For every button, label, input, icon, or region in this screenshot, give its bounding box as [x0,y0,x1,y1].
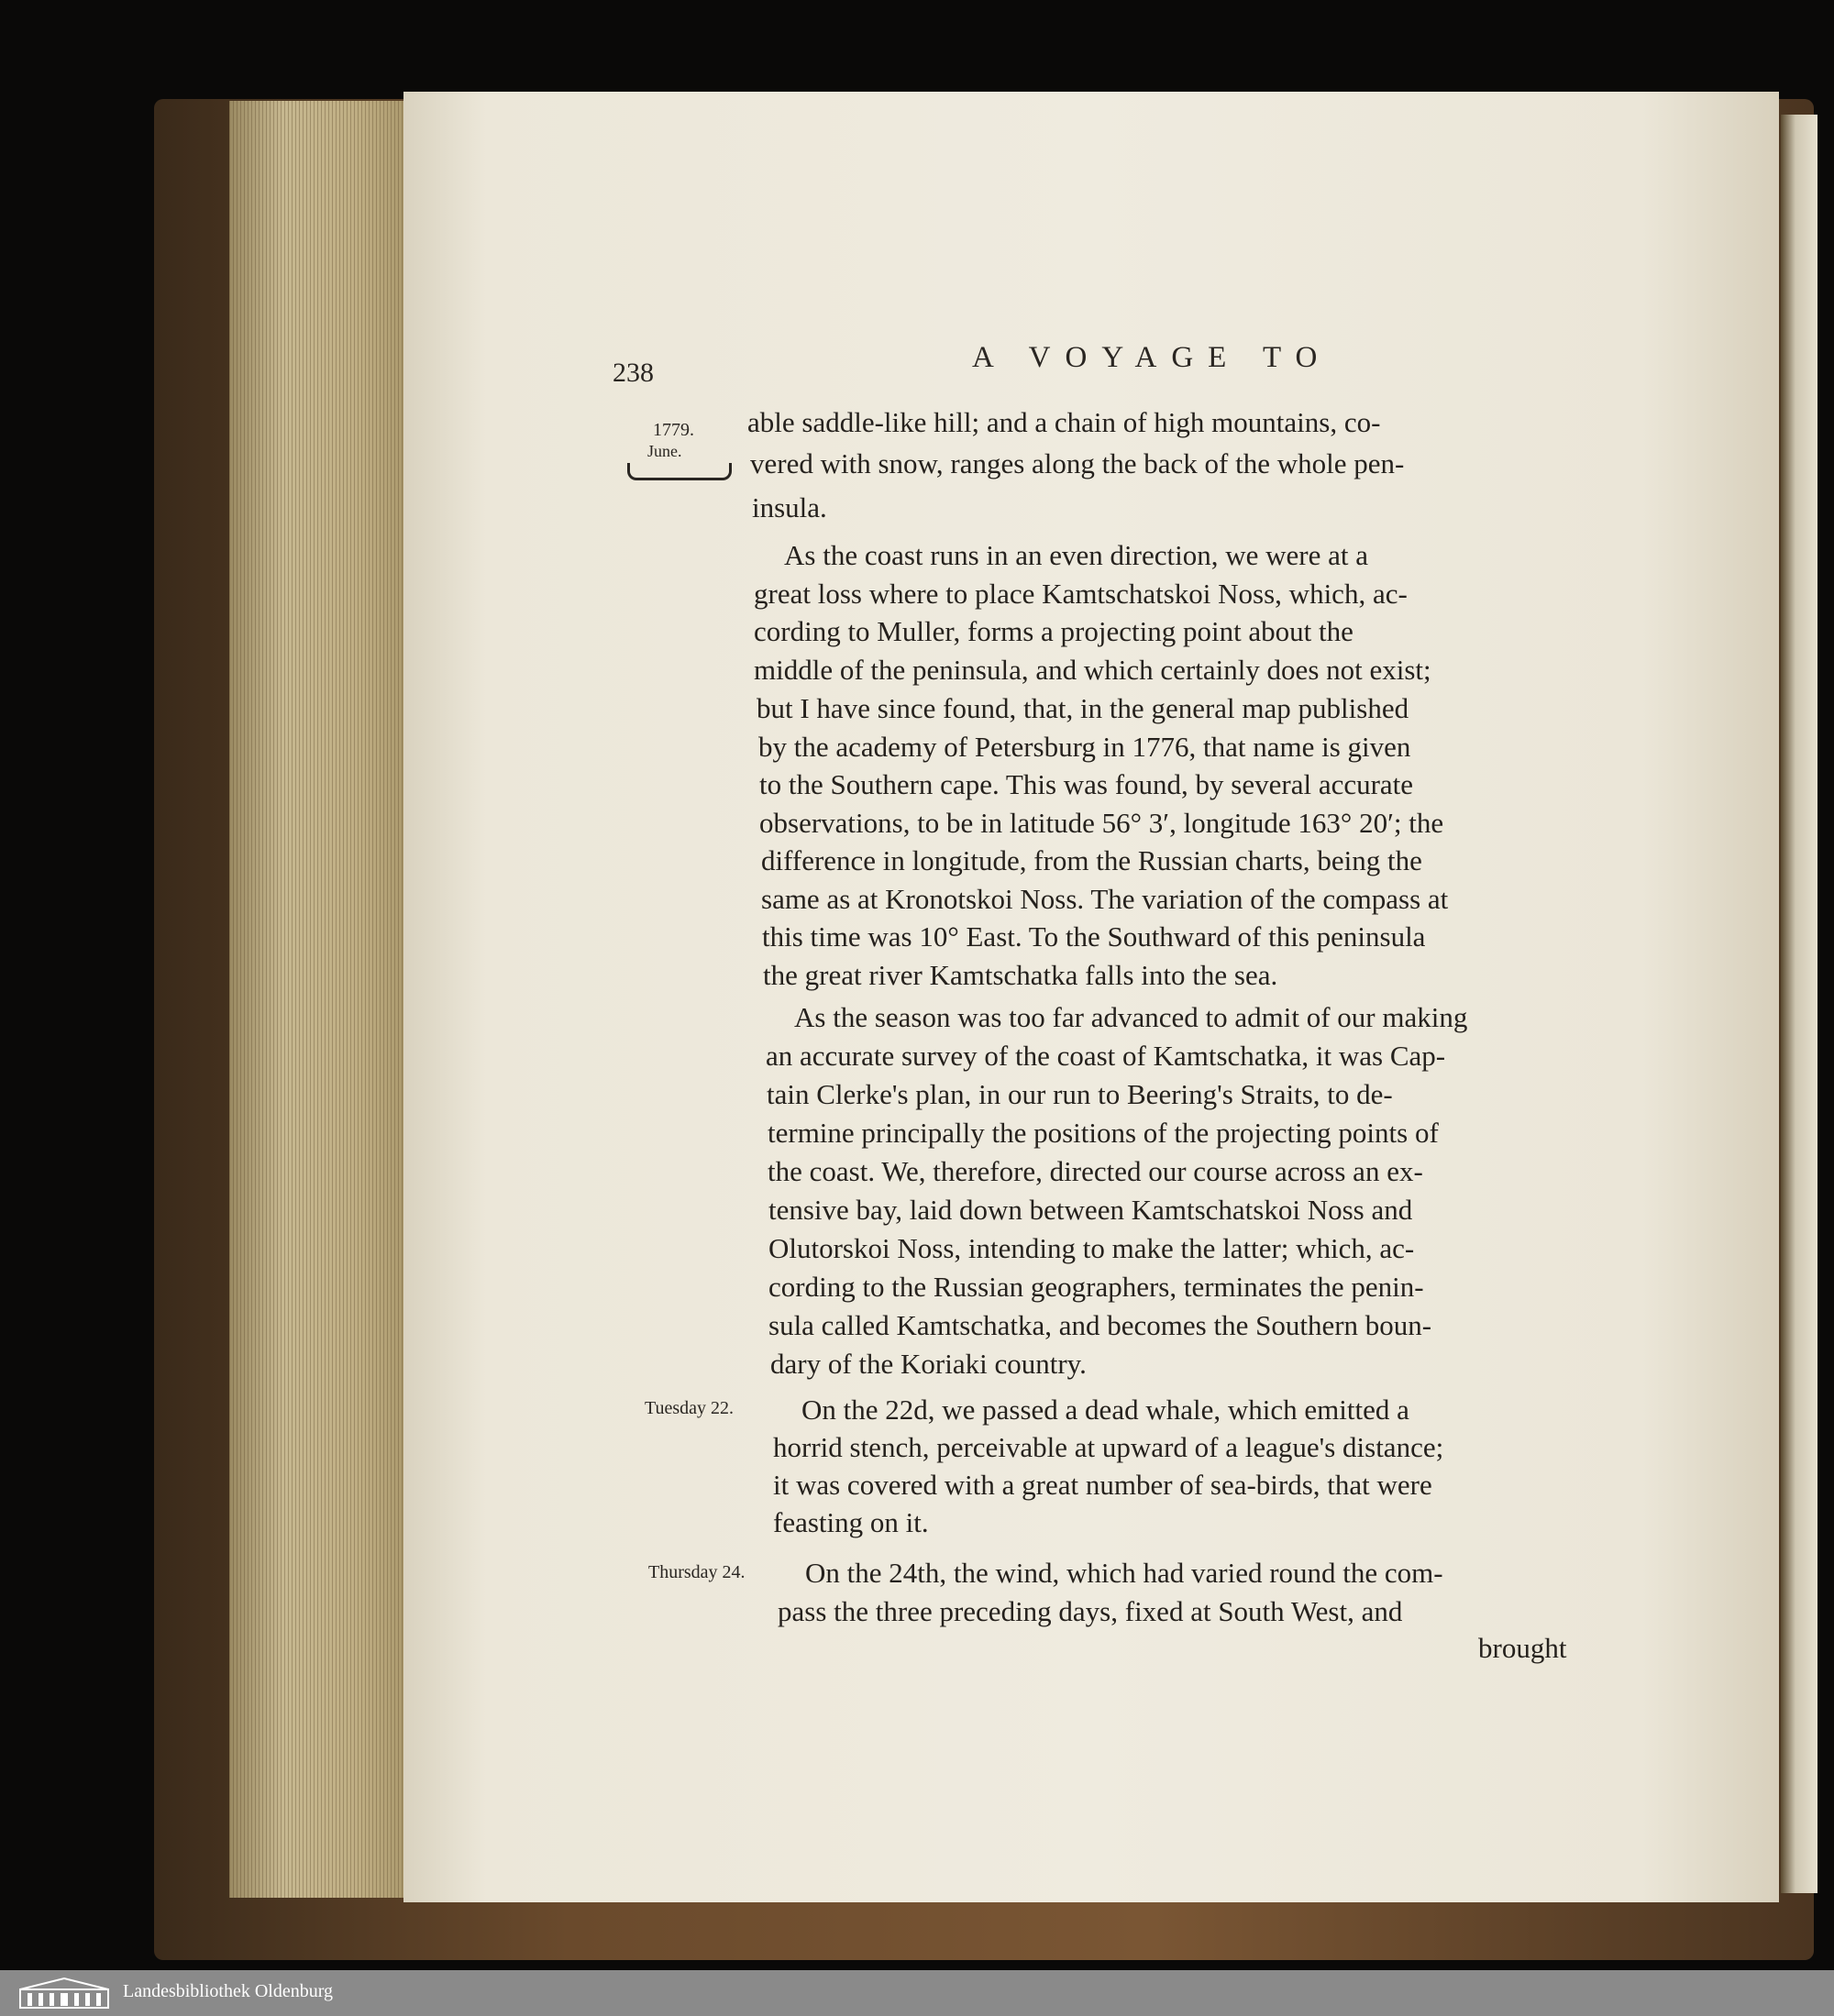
text-line: cording to Muller, forms a projecting point about the [754,615,1353,647]
text-line: same as at Kronotskoi Noss. The variation of the compass at [761,883,1449,915]
page-number: 238 [613,358,654,388]
library-building-icon [18,1977,110,2010]
text-line: horrid stench, perceivable at upward of a league's distance; [773,1431,1444,1463]
text-line: sula called Kamtschatka, and becomes the Southern boun- [768,1309,1432,1341]
text-line: an accurate survey of the coast of Kamtschatka, it was Cap- [766,1040,1446,1072]
text-line: Olutorskoi Noss, intending to make the latter; which, ac- [768,1232,1415,1264]
text-line: tain Clerke's plan, in our run to Beering's Straits, to de- [767,1078,1393,1110]
page-edges [229,101,413,1898]
text-line: As the coast runs in an even direction, we were at a [784,539,1368,571]
text-line: great loss where to place Kamtschatskoi Noss, which, ac- [754,578,1408,610]
text-line: middle of the peninsula, and which certainly does not exist; [754,654,1431,686]
margin-note-month: June. [647,442,682,460]
text-line: tensive bay, laid down between Kamtschatskoi Noss and [768,1194,1413,1226]
text-line: On the 22d, we passed a dead whale, which emitted a [801,1394,1409,1426]
text-line: On the 24th, the wind, which had varied round the com- [805,1557,1443,1589]
footer-bar [0,1970,1834,2016]
margin-note-thursday: Thursday 24. [648,1562,746,1582]
text-line: the great river Kamtschatka falls into the sea. [763,959,1278,991]
text-line: but I have since found, that, in the general map published [757,692,1409,724]
text-line: to the Southern cape. This was found, by several accurate [759,768,1414,800]
text-line: cording to the Russian geographers, terminates the penin- [768,1271,1424,1303]
text-line: As the season was too far advanced to admit of our making [794,1001,1468,1033]
running-head: A VOYAGE TO [972,341,1332,374]
brace-icon [627,463,732,480]
text-line: able saddle-like hill; and a chain of high mountains, co- [747,406,1381,438]
library-name: Landesbibliothek Oldenburg [123,1981,334,2001]
margin-note-year: 1779. [653,420,694,440]
text-line: observations, to be in latitude 56° 3′, longitude 163° 20′; the [759,807,1444,839]
text-line: termine principally the positions of the projecting points of [768,1117,1439,1149]
text-line-catchword: brought [1478,1632,1567,1664]
text-line: by the academy of Petersburg in 1776, that name is given [758,731,1411,763]
text-line: this time was 10° East. To the Southward of this peninsula [762,920,1426,953]
text-line: it was covered with a great number of sea-birds, that were [773,1469,1432,1501]
text-line: pass the three preceding days, fixed at South West, and [778,1595,1403,1627]
text-line: difference in longitude, from the Russian charts, being the [761,844,1422,876]
text-line: the coast. We, therefore, directed our course across an ex- [768,1155,1423,1187]
text-line: insula. [752,491,827,523]
margin-note-tuesday: Tuesday 22. [645,1398,735,1418]
facing-page-edge [1781,115,1817,1893]
text-line: feasting on it. [773,1506,929,1538]
text-line: dary of the Koriaki country. [770,1348,1087,1380]
text-line: vered with snow, ranges along the back of the whole pen- [750,447,1405,479]
